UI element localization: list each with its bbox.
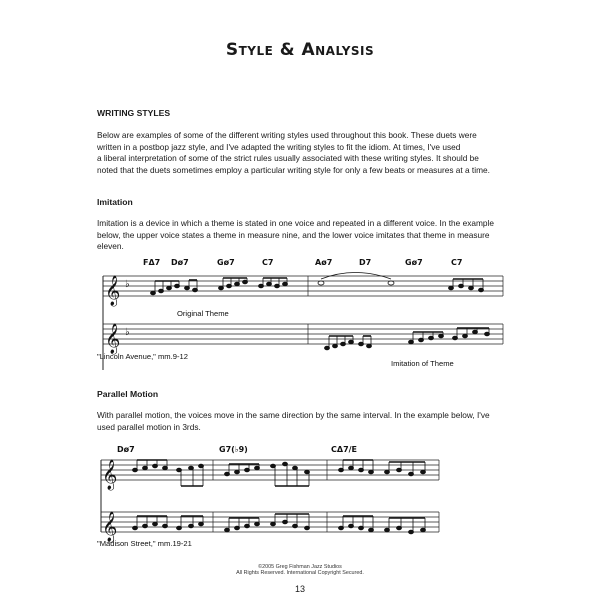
chord-symbol: Dø7: [171, 258, 189, 267]
page-number: 13: [294, 584, 305, 594]
paragraph-line: eleven.: [97, 241, 124, 251]
imitation-music-example: [95, 252, 515, 374]
paragraph-line: Below are examples of some of the different writing styles used throughout this book. These duets were: [97, 130, 477, 140]
parallel-motion-music-example: [95, 440, 455, 550]
flat-key-signature-icon: ♭: [125, 327, 130, 338]
upper-staff-notes: [133, 460, 426, 486]
example-caption: "Madison Street," mm.19-21: [97, 539, 192, 548]
treble-clef-icon: 𝄞: [102, 512, 118, 542]
section-heading-writing-styles: WRITING STYLES: [97, 108, 171, 118]
copyright-notice: [0, 564, 600, 577]
chord-symbol: C7: [451, 258, 463, 267]
paragraph-line: written in a postbop jazz style, and I've adapted the writing styles to fit the idiom. At times, I've used: [97, 141, 461, 152]
chord-symbol: Aø7: [315, 258, 333, 267]
treble-clef-icon: 𝄞: [105, 276, 121, 306]
paragraph-line: With parallel motion, the voices move in the same direction by the same interval. In the example below, I've: [97, 410, 490, 420]
section-heading-parallel-motion: Parallel Motion: [97, 389, 159, 399]
chord-symbol: FΔ7: [143, 258, 161, 267]
chord-symbol: CΔ7/E: [331, 445, 358, 454]
page-title: Style & Analysis: [225, 40, 375, 60]
chord-symbol: C7: [262, 258, 274, 267]
paragraph-line: Imitation is a device in which a theme is stated in one voice and repeated in a different voice. In the example: [97, 218, 494, 228]
paragraph-line: below, the upper voice states a theme in measure nine, and the lower voice imitates that theme in measure: [97, 229, 490, 240]
treble-clef-icon: 𝄞: [102, 460, 118, 490]
imitation-paragraph: [97, 218, 513, 253]
section-heading-imitation: Imitation: [97, 197, 133, 207]
chord-symbol: G7(♭9): [219, 445, 248, 454]
original-theme-label: Original Theme: [177, 309, 229, 318]
example-caption: "Lincoln Avenue," mm.9-12: [97, 352, 188, 361]
treble-clef-icon: 𝄞: [105, 324, 121, 354]
paragraph-line: noted that the duets sometimes employ a particular writing style for only a few beats or measures at a time.: [97, 164, 490, 175]
chord-symbol: D7: [359, 258, 372, 267]
parallel-motion-paragraph: [97, 410, 513, 433]
paragraph-line: a liberal interpretation of some of the strict rules usually associated with these writing styles. It should be: [97, 153, 479, 163]
chord-symbol: Dø7: [117, 445, 135, 454]
paragraph-line: used parallel motion in 3rds.: [97, 421, 201, 432]
copyright-line: ©2005 Greg Fishman Jazz Studios: [258, 564, 342, 570]
copyright-line: All Rights Reserved. International Copyright Secured.: [236, 570, 364, 577]
chord-symbol: Gø7: [405, 258, 423, 267]
imitation-of-theme-label: Imitation of Theme: [391, 359, 454, 368]
writing-styles-paragraph: [97, 130, 513, 176]
flat-key-signature-icon: ♭: [125, 279, 130, 290]
chord-symbol: Gø7: [217, 258, 235, 267]
